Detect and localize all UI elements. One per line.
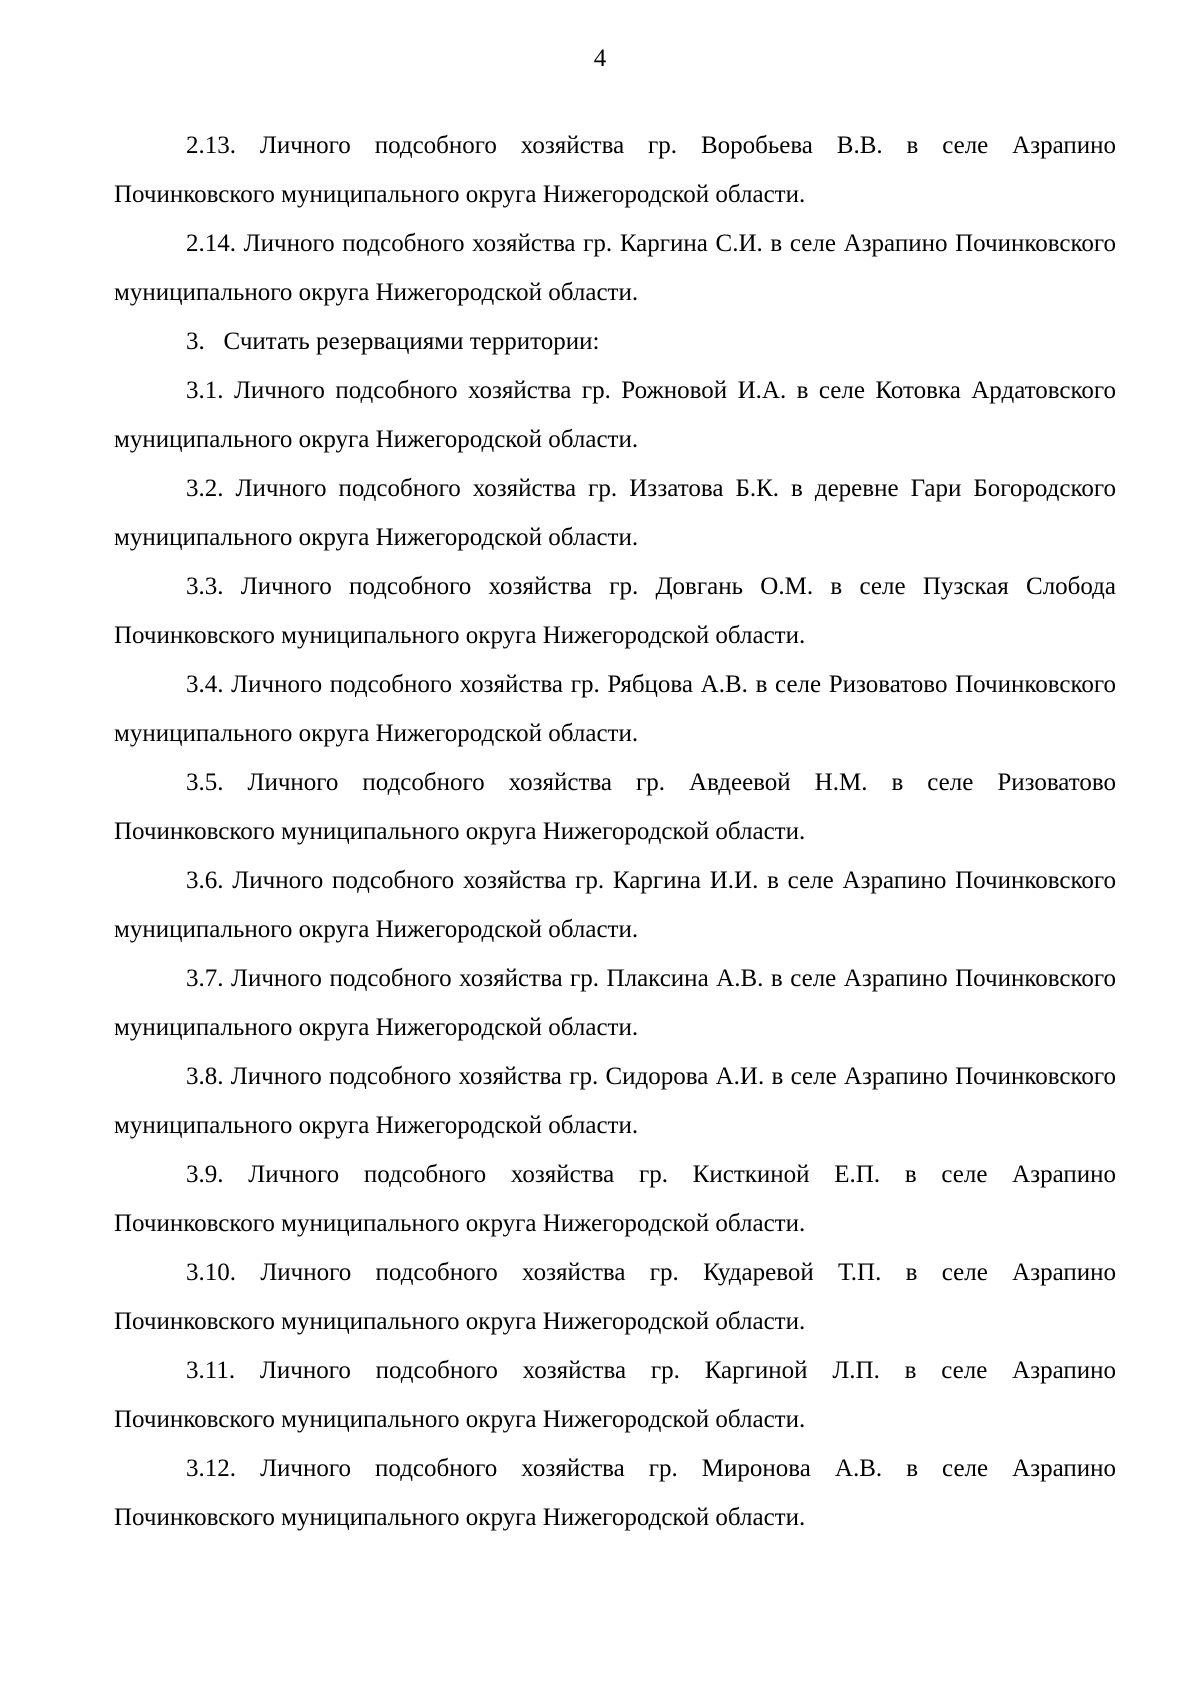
paragraph-number: 3.4.	[186, 671, 224, 698]
paragraph-3-8	[114, 1052, 1116, 1150]
paragraph-3-4	[114, 660, 1116, 758]
paragraph-number: 3.6.	[186, 867, 224, 894]
paragraph-text: Личного подсобного хозяйства гр. Каргина С.И. в селе Азрапино Починковского муниципального округа Нижегородской области.	[114, 230, 1117, 306]
paragraph-text: Личного подсобного хозяйства гр. Кисткиной Е.П. в селе Азрапино Починковского муниципального округа Нижегородской области.	[114, 1161, 1116, 1237]
paragraph-3-1	[114, 366, 1116, 464]
paragraph-3-6	[114, 856, 1116, 954]
paragraph-number: 3.8.	[186, 1063, 224, 1090]
paragraph-text: Личного подсобного хозяйства гр. Рожновой И.А. в селе Котовка Ардатовского муниципального округа Нижегородской области.	[114, 377, 1117, 453]
paragraph-number: 3.2.	[186, 475, 224, 502]
paragraph-number: 3.3.	[186, 573, 224, 600]
paragraph-3-7	[114, 954, 1116, 1052]
paragraph-number: 3.5.	[186, 769, 224, 796]
paragraph-3-3	[114, 562, 1116, 660]
paragraph-3-10	[114, 1248, 1116, 1346]
paragraph-3-5	[114, 758, 1116, 856]
paragraph-text: Личного подсобного хозяйства гр. Кударевой Т.П. в селе Азрапино Починковского муниципального округа Нижегородской области.	[114, 1259, 1116, 1335]
paragraph-text: Личного подсобного хозяйства гр. Плаксина А.В. в селе Азрапино Починковского муниципального округа Нижегородской области.	[114, 965, 1117, 1041]
paragraph-text: Считать резервациями территории:	[223, 328, 600, 355]
paragraph-3-2	[114, 464, 1116, 562]
paragraph-number: 3.10.	[186, 1259, 236, 1286]
paragraph-3-9	[114, 1150, 1116, 1248]
paragraph-text: Личного подсобного хозяйства гр. Сидорова А.И. в селе Азрапино Починковского муниципального округа Нижегородской области.	[114, 1063, 1116, 1139]
paragraph-number: 3.12.	[186, 1455, 236, 1482]
paragraph-number: 3.9.	[186, 1161, 224, 1188]
paragraph-text: Личного подсобного хозяйства гр. Миронова А.В. в селе Азрапино Починковского муниципального округа Нижегородской области.	[114, 1455, 1117, 1531]
paragraph-number: 3.	[186, 328, 205, 355]
paragraph-2-13	[114, 121, 1116, 219]
paragraph-text: Личного подсобного хозяйства гр. Рябцова А.В. в селе Ризоватово Починковского муниципального округа Нижегородской области.	[114, 671, 1116, 747]
paragraph-number: 3.11.	[186, 1357, 236, 1384]
paragraph-3-12	[114, 1444, 1116, 1542]
document-body	[114, 121, 1116, 1542]
paragraph-number: 3.1.	[186, 377, 224, 404]
paragraph-text: Личного подсобного хозяйства гр. Каргиной Л.П. в селе Азрапино Починковского муниципального округа Нижегородской области.	[114, 1357, 1117, 1433]
paragraph-3-11	[114, 1346, 1116, 1444]
paragraph-text: Личного подсобного хозяйства гр. Иззатова Б.К. в деревне Гари Богородского муниципального округа Нижегородской области.	[114, 475, 1117, 551]
paragraph-text: Личного подсобного хозяйства гр. Авдеевой Н.М. в селе Ризоватово Починковского муниципального округа Нижегородской области.	[114, 769, 1116, 845]
paragraph-number: 2.14.	[186, 230, 236, 257]
paragraph-text: Личного подсобного хозяйства гр. Довгань О.М. в селе Пузская Слобода Починковского муниципального округа Нижегородской области.	[114, 573, 1116, 649]
paragraph-number: 2.13.	[186, 132, 236, 159]
page-number: 4	[593, 45, 607, 72]
paragraph-text: Личного подсобного хозяйства гр. Воробьева В.В. в селе Азрапино Починковского муниципального округа Нижегородской области.	[114, 132, 1116, 208]
paragraph-text: Личного подсобного хозяйства гр. Каргина И.И. в селе Азрапино Починковского муниципального округа Нижегородской области.	[114, 867, 1117, 943]
section-heading-3	[114, 317, 1116, 366]
paragraph-2-14	[114, 219, 1116, 317]
paragraph-number: 3.7.	[186, 965, 224, 992]
